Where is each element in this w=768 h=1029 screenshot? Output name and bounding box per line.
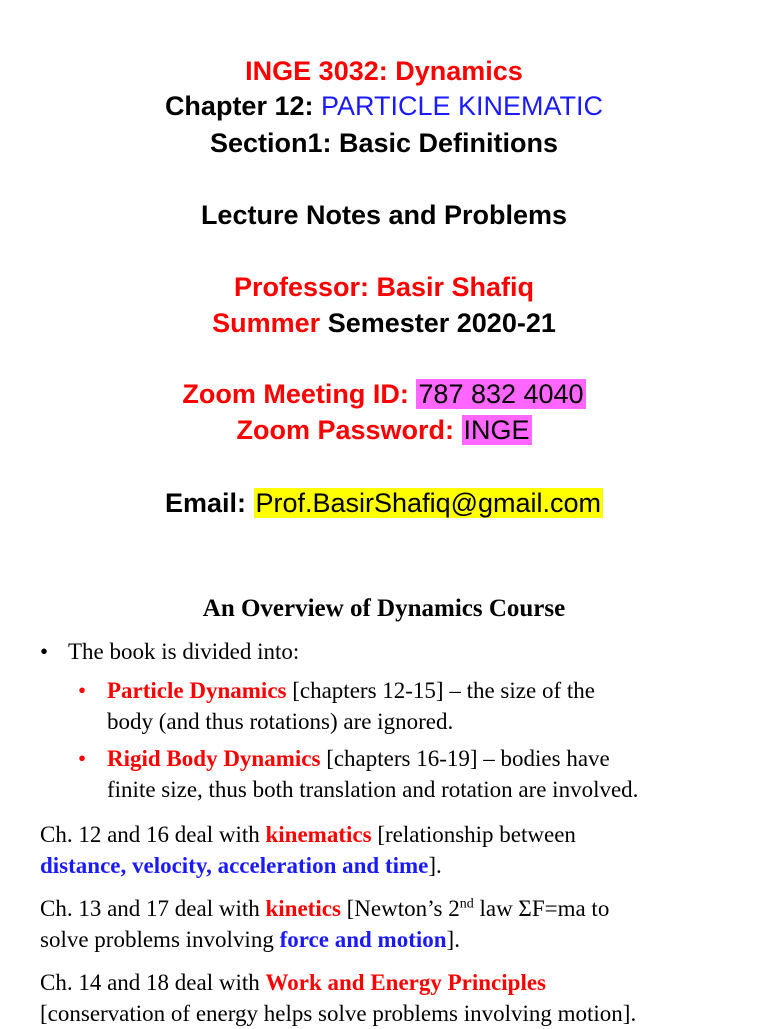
para1-pre: Ch. 12 and 16 deal with — [40, 822, 266, 847]
bullet-marker: • — [40, 639, 49, 664]
chapter-title — [0, 89, 768, 123]
item2-line2: finite size, thus both translation and rotation are involved. — [107, 777, 639, 802]
section-text: Section1: Basic Definitions — [209, 128, 559, 158]
para2-blue: force and motion — [279, 927, 447, 952]
item2-text1: [chapters 16-19] – bodies have — [320, 746, 610, 771]
para1-term: kinematics — [265, 822, 372, 847]
item1-text1: [chapters 12-15] – the size of the — [286, 678, 595, 703]
zoom-password-value: INGE — [463, 415, 530, 445]
section-title — [0, 126, 768, 160]
chapter-prefix: Chapter 12: — [164, 91, 314, 121]
item1-bullet: • — [78, 678, 87, 703]
course-title-text: INGE 3032: Dynamics — [245, 56, 523, 86]
intro-text: The book is divided into: — [68, 639, 300, 664]
item1-line2: body (and thus rotations) are ignored. — [107, 709, 454, 734]
para1-post: [relationship between — [371, 822, 576, 847]
chapter-name: PARTICLE KINEMATIC — [321, 91, 604, 121]
lecture-title — [0, 198, 768, 232]
para2-post: law ΣF=ma to — [473, 896, 610, 921]
para3-term: Work and Energy Principles — [265, 970, 546, 995]
para2-line2 — [40, 924, 460, 955]
course-title — [0, 54, 768, 88]
item2-term: Rigid Body Dynamics — [107, 746, 321, 771]
email-line — [0, 486, 768, 520]
item1-term: Particle Dynamics — [107, 678, 287, 703]
para3-line2: [conservation of energy helps solve problems involving motion]. — [40, 1001, 637, 1026]
item1-line1 — [107, 675, 595, 706]
zoom-id-line — [0, 377, 768, 411]
item2-line1 — [107, 743, 610, 774]
para1-end: ]. — [428, 853, 442, 878]
zoom-id-label: Zoom Meeting ID: — [182, 379, 409, 409]
para2-mid: [Newton’s 2 — [340, 896, 460, 921]
para2-pre: Ch. 13 and 17 deal with — [40, 896, 266, 921]
para3-pre: Ch. 14 and 18 deal with — [40, 970, 266, 995]
email-link[interactable]: Prof.BasirShafiq@gmail.com — [255, 488, 602, 518]
item2-bullet: • — [78, 746, 87, 771]
para2-end: ]. — [446, 927, 460, 952]
zoom-password-label: Zoom Password: — [236, 415, 454, 445]
para2-term: kinetics — [265, 896, 341, 921]
professor-line — [0, 270, 768, 304]
semester-line — [0, 306, 768, 340]
para2-line2-pre: solve problems involving — [40, 927, 280, 952]
email-label: Email: — [164, 488, 246, 518]
para1-line1 — [40, 819, 576, 850]
para1-blue: distance, velocity, acceleration and time — [40, 853, 429, 878]
para2-sup: nd — [459, 896, 474, 912]
zoom-id-value: 787 832 4040 — [418, 379, 584, 409]
lecture-text: Lecture Notes and Problems — [200, 200, 568, 230]
para2-line1 — [40, 893, 609, 924]
semester-season: Summer — [212, 308, 321, 338]
para1-line2 — [40, 850, 442, 881]
overview-title: An Overview of Dynamics Course — [202, 595, 566, 622]
semester-rest: Semester 2020-21 — [327, 308, 556, 338]
professor-text: Professor: Basir Shafiq — [233, 272, 535, 302]
intro-bullet — [40, 636, 48, 667]
zoom-password-line — [0, 413, 768, 447]
para3-line1 — [40, 967, 546, 998]
